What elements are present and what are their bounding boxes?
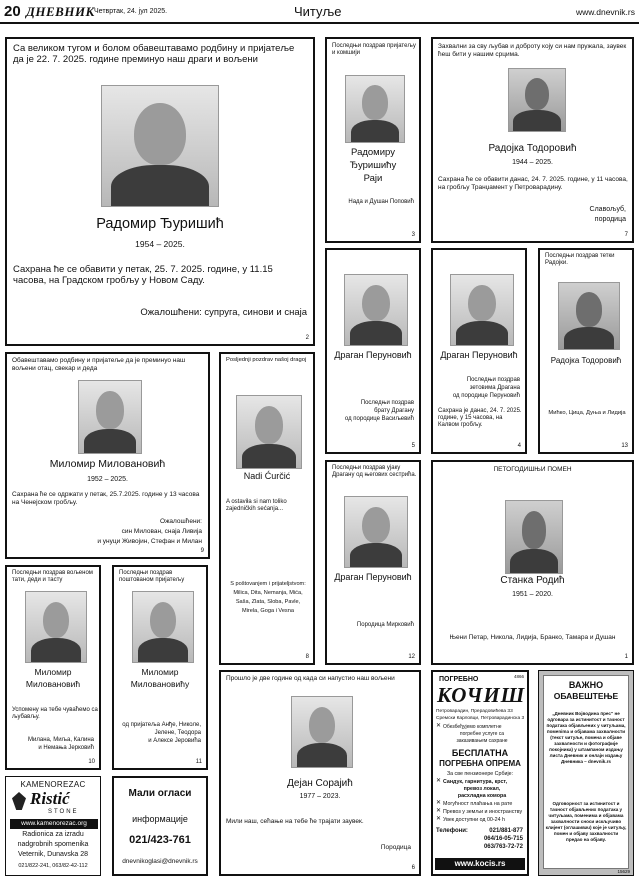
notice-title-line2: ОБАВЕШТЕЊЕ xyxy=(553,691,619,701)
ad-free-line1: БЕСПЛАТНА xyxy=(451,748,509,758)
ad-address-line2: Сремски Карловци, Петроварадинска 3 xyxy=(436,716,525,721)
portrait-photo xyxy=(132,591,194,663)
obituary-number: 8 xyxy=(305,654,309,660)
life-years: 1977 – 2023. xyxy=(299,793,341,800)
obituary-intro: Posljednji pozdrav našoj dragoj xyxy=(226,357,307,363)
ad-retirees: За све пензионере Србије: xyxy=(446,771,514,777)
ad-item1: Сандук, гарнитура, крст, xyxy=(443,779,508,785)
notice-code: 15629 xyxy=(617,868,630,874)
ad-free-line2: ПОГРЕБНА ОПРЕМА xyxy=(439,759,521,768)
funeral-info: Сахрана ће се обавити данас, 24. 7. 2025. године, у 11 часова, на гробљу Транџамент у Петроварадину. xyxy=(438,176,628,191)
obituary-number: 10 xyxy=(88,759,95,765)
obituary-number: 11 xyxy=(195,759,202,765)
issue-date: Четвртак, 24. јул 2025. xyxy=(94,8,168,15)
notice-title-line1: ВАЖНО xyxy=(568,680,604,690)
obituary-intro: Захвални за сву љубав и доброту коју си нам пружала, заувек ћеш бити у нашим срцима. xyxy=(438,43,627,58)
ad-info-label: информације xyxy=(132,814,188,824)
obituary-milovanovic-main xyxy=(5,352,210,559)
ad-phones: 021/822-241, 063/82-42-112 xyxy=(18,863,88,869)
portrait-photo xyxy=(508,68,566,132)
obituary-todorovic-aunt xyxy=(538,248,634,454)
deceased-name-line2: Миловановићу xyxy=(130,679,190,689)
obituary-text: A ostaviła si nam toliko zajedničkih sećanja... xyxy=(226,499,287,513)
ad-website[interactable]: www.kamenorezac.org xyxy=(10,819,98,829)
signature: Ожалошћени: супруга, синови и снаја xyxy=(140,307,307,318)
page-number: 20 xyxy=(4,3,21,20)
signature-line2: и Немања Јерковић xyxy=(38,745,94,751)
deceased-name: Радомир Ђуришић xyxy=(96,216,224,232)
life-years: 1944 – 2025. xyxy=(512,159,553,166)
obituary-rodic xyxy=(431,460,634,665)
obituary-sorajic xyxy=(219,670,421,876)
signature-line1: Ожалошћени: xyxy=(160,518,202,525)
obituary-number: 4 xyxy=(517,443,521,449)
portrait-photo xyxy=(291,696,353,768)
deceased-name: Станка Родић xyxy=(500,575,565,586)
check-icon: ✕ xyxy=(436,723,442,729)
check-icon: ✕ xyxy=(436,778,442,784)
ad-title: KAMENOREZAC xyxy=(20,780,86,789)
deceased-name-line1: Миломир xyxy=(141,667,179,677)
deceased-name: Nadi Ćurčić xyxy=(243,471,291,481)
ad-important-notice xyxy=(538,670,634,876)
ad-title: ПОГРЕБНО xyxy=(439,676,479,683)
ad-code: 4866 xyxy=(513,674,524,679)
funeral-info: Сахрана је данас, 24. 7. 2025. године, у 15 часова, на Калвом гробљу. xyxy=(438,408,522,429)
newspaper-logo: ДНЕВНИК xyxy=(26,4,95,19)
page-header xyxy=(0,0,639,24)
signature: Мићко, Цица, Дуња и Лидија xyxy=(548,410,626,416)
signature-line2: син Милован, снаја Ливија xyxy=(121,528,202,535)
obituary-intro: Последњи поздрав вољеном тати, деди и тасту xyxy=(12,570,93,584)
obituary-intro: Прошло је две године од када си напустио наш вољени xyxy=(226,675,395,682)
obituary-number: 3 xyxy=(411,232,415,238)
ad-item2: превоз локал, xyxy=(463,786,501,792)
signature-line2: Milica, Dita, Nemanja, Mića, xyxy=(233,590,303,596)
life-years: 1954 – 2025. xyxy=(135,239,185,249)
signature: Њени Петар, Никола, Лидија, Бранко, Тамара и Душан xyxy=(449,634,616,641)
portrait-photo xyxy=(101,85,219,207)
ad-line2: nadgrobnih spomenika xyxy=(17,841,89,848)
obituary-number: 6 xyxy=(411,865,415,871)
website-url[interactable]: www.dnevnik.rs xyxy=(575,7,635,17)
ad-mali-oglasi xyxy=(112,776,208,876)
funeral-info: Сахрана ће се обавити у петак, 25. 7. 2025. године, у 11.15 часова, на Градском гробљу у Новом Саду. xyxy=(13,264,273,287)
ad-address: Veternik, Dunavska 28 xyxy=(17,851,89,858)
signature-line3: и унуци Живојин, Стефан и Милан xyxy=(97,538,202,545)
deceased-name: Драган Перуновић xyxy=(440,350,518,360)
portrait-photo xyxy=(505,500,563,574)
funeral-info: Сахрана ће се одржати у петак, 25.7.2025. године у 13 часова на Ченејском гробљу. xyxy=(12,491,200,506)
obituary-todorovic-main xyxy=(431,37,634,243)
ad-kocis xyxy=(431,670,529,876)
signature-line3: од породице Васиљевић xyxy=(344,416,414,422)
obituary-intro: ПЕТОГОДИШЊИ ПОМЕН xyxy=(493,466,572,473)
portrait-photo xyxy=(25,591,87,663)
obituary-djurisic-raji xyxy=(325,37,421,243)
signature-line2: брату Драгану xyxy=(374,408,414,414)
deceased-name-line2: Ђуришићу xyxy=(349,160,397,171)
ad-phones-label: Телефони: xyxy=(436,828,468,834)
signature: Породица xyxy=(380,844,411,851)
ad-service-line1: Обезбеђујемо комплетне xyxy=(443,724,502,730)
ad-item3: расхладна комора xyxy=(457,793,507,799)
portrait-photo xyxy=(236,395,302,469)
ad-item6: Увек доступни од 00-24 h xyxy=(443,817,505,823)
ad-phone1[interactable]: 021/881-877 xyxy=(489,828,523,834)
obituary-number: 13 xyxy=(621,443,628,449)
text-line3: од породице Перуновић xyxy=(452,393,520,399)
deceased-name: Радојка Тодоровић xyxy=(550,356,622,365)
signature: Породица Мирковић xyxy=(356,622,414,628)
deceased-name: Драган Перуновић xyxy=(334,572,412,582)
signature-line3: и Алексе Јеровића xyxy=(148,738,201,744)
portrait-photo xyxy=(78,380,142,454)
deceased-name-line3: Раји xyxy=(363,173,383,184)
obituary-text: Успомену на тебе чуваћемо са љубављу. xyxy=(12,707,98,721)
signature-line2: породица xyxy=(594,216,626,223)
portrait-photo xyxy=(558,282,620,350)
signature-line1: Милана, Миља, Калина xyxy=(28,737,94,743)
life-years: 1951 – 2020. xyxy=(512,591,553,598)
portrait-photo xyxy=(345,75,405,143)
ad-brand: КОЧИШ xyxy=(437,683,526,707)
obituary-intro: Последњи поздрав поштованом пријатељу xyxy=(119,570,185,584)
signature-line2: Јелене, Теодора xyxy=(154,730,201,736)
deceased-name-line1: Миломир xyxy=(34,667,72,677)
ad-phone[interactable]: 021/423-761 xyxy=(129,834,191,846)
ad-line1: Radionica za izradu xyxy=(22,831,84,838)
obituary-intro: Обавештавамо родбину и пријатеље да је преминуо наш вољени отац, свекар и деда xyxy=(12,357,186,372)
obituary-curcic xyxy=(219,352,315,665)
signature-line4: Mirela, Goga i Vesna xyxy=(242,608,294,614)
section-title: Читуље xyxy=(294,4,342,19)
obituary-milovanovic-father xyxy=(5,565,101,770)
deceased-name-line2: Миловановић xyxy=(25,679,81,689)
signature-line1: S poštovanjem i prijateljstvom: xyxy=(230,581,306,587)
deceased-name: Миломир Миловановић xyxy=(49,458,166,470)
obituary-perunovic-inlaws xyxy=(431,248,527,454)
obituary-djurisic-main xyxy=(5,37,315,346)
deceased-name: Дејан Сорајић xyxy=(287,778,353,789)
obituary-intro: Последњи поздрав ујаку Драгану од његових сестрића. xyxy=(332,465,417,479)
obituary-number: 7 xyxy=(624,232,628,238)
obituary-perunovic-brother xyxy=(325,248,421,454)
ad-item4: Могућност плаћања на рате xyxy=(443,801,513,807)
portrait-photo xyxy=(344,274,408,346)
ad-email[interactable]: dnevnikoglasi@dnevnik.rs xyxy=(122,858,198,865)
obituary-number: 1 xyxy=(624,654,628,660)
obituary-text: Мили наш, сећање на тебе ће трајати заувек. xyxy=(226,818,364,825)
signature-line1: од пријатеља Анђе, Николе, xyxy=(122,722,201,728)
deceased-name: Радојка Тодоровић xyxy=(488,143,577,154)
brand-name: Ristić xyxy=(30,789,70,808)
ad-kamenorezac xyxy=(5,776,101,876)
notice-paragraph1: „Дневник Војводина прес" не одговара за истинитост и тачност података објављених у читуљама, помenima и објавама захвалности (текст читуље, помена и објаве захвалности и фотографије покојника) у штампаном издању листа Дневник и онлајн издању Дневника – dnevnik.rs xyxy=(546,711,626,764)
obituary-number: 2 xyxy=(305,335,309,341)
ad-service-line3: заказивањем сахране xyxy=(456,738,508,744)
ad-phone3[interactable]: 063/763-72-72 xyxy=(483,844,523,850)
brand-logo-icon xyxy=(12,792,26,810)
check-icon: ✕ xyxy=(436,808,442,814)
ad-service-line2: погребне услуге са xyxy=(459,731,505,737)
text-line1: Последњи поздрав xyxy=(466,377,520,383)
obituary-perunovic-uncle xyxy=(325,460,421,665)
life-years: 1952 – 2025. xyxy=(87,476,128,483)
ad-item5: Превоз у земљи и иностранству xyxy=(443,809,523,815)
obituary-number: 5 xyxy=(411,443,415,449)
signature: Нада и Душан Поповић xyxy=(348,199,414,205)
ad-address-line1: Петроварадин, Прерадовићева 33 xyxy=(436,709,513,714)
portrait-photo xyxy=(450,274,514,346)
obituary-intro: Последњи поздрав тетки Радојки. xyxy=(545,253,615,267)
signature-line1: Последњи поздрав xyxy=(360,400,414,406)
check-icon: ✕ xyxy=(436,816,442,822)
signature-line1: Славољуб, xyxy=(589,206,626,213)
text-line2: зетовима Драгана xyxy=(469,385,520,391)
ad-phone2[interactable]: 064/16-05-715 xyxy=(483,836,523,842)
check-icon: ✕ xyxy=(436,800,442,806)
obituary-intro: Последњи поздрав пријатељу и комшији xyxy=(332,43,416,57)
obituary-milovanovic-friend xyxy=(112,565,208,770)
notice-paragraph2: Одговорност за истинитост и тачност објављених података у читуљама, поменима и објавама захвалности сноси искључиво клијент (оглашивач) које је читуљу, помен и објаву захвалности предао на објаву. xyxy=(545,801,627,842)
ad-website[interactable]: www.kocis.rs xyxy=(435,858,525,870)
obituary-number: 9 xyxy=(200,548,204,554)
ad-title: Мали огласи xyxy=(128,788,192,799)
obituary-intro: Са великом тугом и болом обавештавамо родбину и пријатеље да је 22. 7. 2025. године преминуо наш драги и вољени xyxy=(13,43,295,66)
obituary-number: 12 xyxy=(408,654,415,660)
signature-line3: Saša, Zlata, Sloba, Pavle, xyxy=(235,599,301,605)
portrait-photo xyxy=(344,496,408,568)
deceased-name: Драган Перуновић xyxy=(334,350,412,360)
brand-subtitle: STONE xyxy=(48,809,79,815)
deceased-name-line1: Радомиру xyxy=(351,147,395,158)
